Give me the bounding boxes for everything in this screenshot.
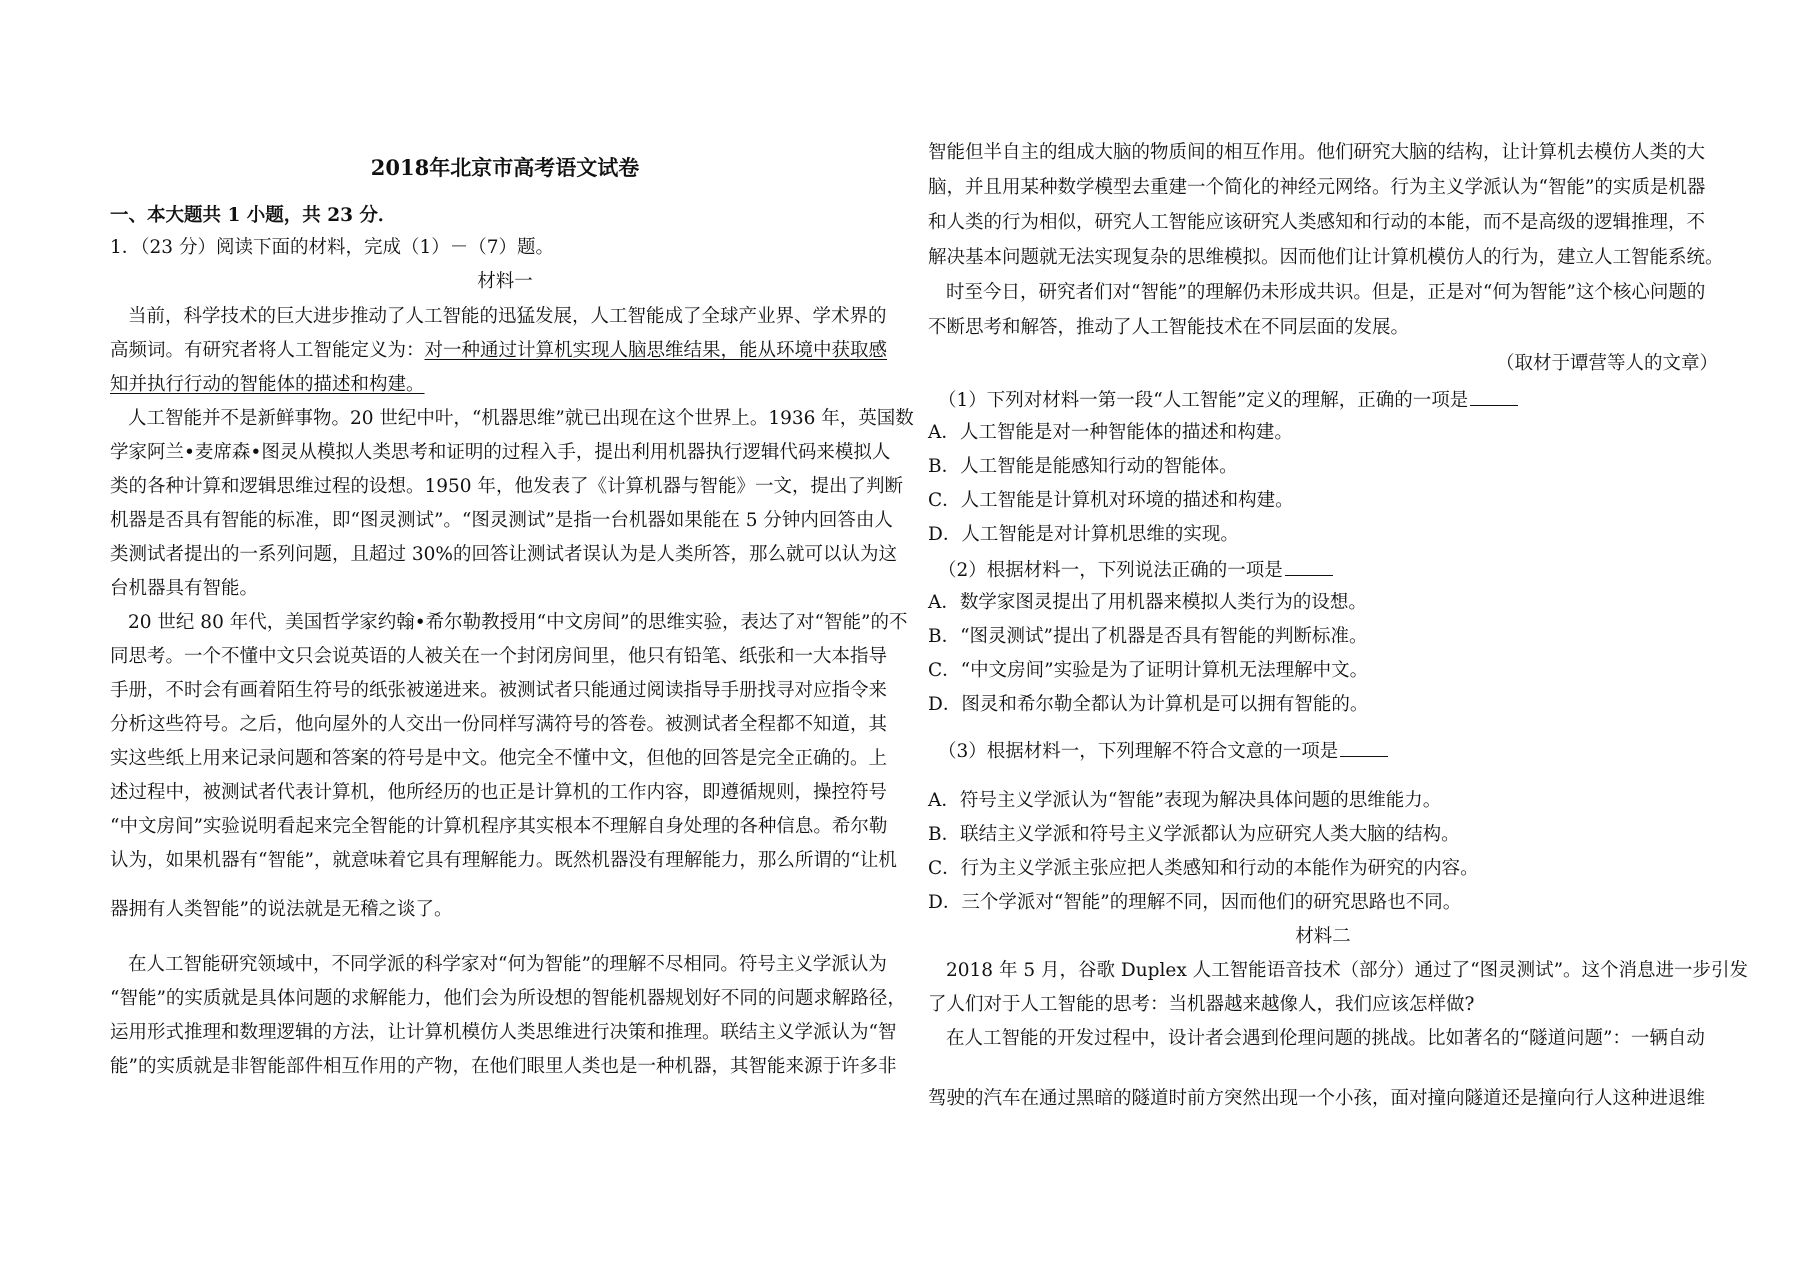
question-intro: 1．（23 分）阅读下面的材料，完成（1）－（7）题。 — [110, 237, 554, 258]
m1-line: 认为，如果机器有“智能”，就意味着它具有理解能力。既然机器没有理解能力，那么所谓的“让机 — [110, 850, 897, 871]
q1-stem: （1）下列对材料一第一段“人工智能”定义的理解，正确的一项是 — [938, 390, 1469, 411]
q3-option-d: D．三个学派对“智能”的理解不同，因而他们的研究思路也不同。 — [928, 892, 1462, 913]
m1-line: 实这些纸上用来记录问题和答案的符号是中文。他完全不懂中文，但他的回答是完全正确的。上 — [110, 748, 888, 769]
m1-line: 类的各种计算和逻辑思维过程的设想。1950 年，他发表了《计算机器与智能》一文，提出了判断 — [110, 476, 903, 497]
q2-option-c: C．“中文房间”实验是为了证明计算机无法理解中文。 — [928, 660, 1369, 681]
m1-line: 当前，科学技术的巨大进步推动了人工智能的迅猛发展，人工智能成了全球产业界、学术界的 — [128, 306, 887, 327]
m2-line: 在人工智能的开发过程中，设计者会遇到伦理问题的挑战。比如著名的“隧道问题”：一辆自动 — [946, 1028, 1705, 1049]
q3-option-b: B．联结主义学派和符号主义学派都认为应研究人类大脑的结构。 — [928, 824, 1460, 845]
source-note: （取材于谭营等人的文章） — [1495, 353, 1718, 374]
m1-line: 高频词。有研究者将人工智能定义为： — [110, 340, 425, 361]
m1-line: 在人工智能研究领域中，不同学派的科学家对“何为智能”的理解不尽相同。符号主义学派认为 — [128, 954, 887, 975]
m1-line: 机器是否具有智能的标准，即“图灵测试”。“图灵测试”是指一台机器如果能在 5 分钟内回答由人 — [110, 510, 893, 531]
q2-option-b: B．“图灵测试”提出了机器是否具有智能的判断标准。 — [928, 626, 1368, 647]
section-heading: 一、本大题共 1 小题，共 23 分． — [110, 205, 397, 226]
q3-option-c: C．行为主义学派主张应把人类感知和行动的本能作为研究的内容。 — [928, 858, 1479, 879]
q2-option-d: D．图灵和希尔勒全都认为计算机是可以拥有智能的。 — [928, 694, 1369, 715]
q1-option-a: A．人工智能是对一种智能体的描述和构建。 — [928, 422, 1293, 443]
q3-option-a: A．符号主义学派认为“智能”表现为解决具体问题的思维能力。 — [928, 790, 1442, 811]
m2-line: 2018 年 5 月，谷歌 Duplex 人工智能语音技术（部分）通过了“图灵测试”。这个消息进一步引发 — [946, 960, 1749, 981]
material-one-label: 材料一 — [477, 271, 533, 292]
q1-answer-blank[interactable] — [1470, 387, 1518, 406]
q1-option-d: D．人工智能是对计算机思维的实现。 — [928, 524, 1239, 545]
material-two-label: 材料二 — [1295, 926, 1351, 947]
m1-line: 类测试者提出的一系列问题，且超过 30%的回答让测试者误认为是人类所答，那么就可以认为这 — [110, 544, 898, 565]
q3-answer-blank[interactable] — [1340, 738, 1388, 757]
q2-option-a: A．数学家图灵提出了用机器来模拟人类行为的设想。 — [928, 592, 1367, 613]
q3-stem-line — [938, 738, 1388, 764]
definition-underlined: 知并执行行动的智能体的描述和构建。 — [110, 374, 425, 395]
q2-stem: （2）根据材料一，下列说法正确的一项是 — [938, 560, 1283, 581]
exam-title: 2018年北京市高考语文试卷 — [370, 155, 640, 180]
m1-line: 20 世纪 80 年代，美国哲学家约翰•希尔勒教授用“中文房间”的思维实验，表达了对“智能”的不 — [128, 612, 908, 633]
m1-line: 人工智能并不是新鲜事物。20 世纪中叶，“机器思维”就已出现在这个世界上。1936 年，英国数 — [128, 408, 914, 429]
m1-line: 能”的实质就是非智能部件相互作用的产物，在他们眼里人类也是一种机器，其智能来源于许多非 — [110, 1056, 897, 1077]
m1-continued-line: 脑，并且用某种数学模型去重建一个简化的神经元网络。行为主义学派认为“智能”的实质是机器 — [928, 177, 1706, 198]
definition-underlined: 对一种通过计算机实现人脑思维结果，能从环境中获取感 — [424, 340, 888, 361]
m1-line: “智能”的实质就是具体问题的求解能力，他们会为所设想的智能机器规划好不同的问题求解路径， — [110, 988, 906, 1009]
m1-line: 手册，不时会有画着陌生符号的纸张被递进来。被测试者只能通过阅读指导手册找寻对应指令来 — [110, 680, 888, 701]
q2-stem-line — [938, 557, 1333, 583]
m1-line: 运用形式推理和数理逻辑的方法，让计算机模仿人类思维进行决策和推理。联结主义学派认为“智 — [110, 1022, 897, 1043]
q2-answer-blank[interactable] — [1285, 557, 1333, 576]
q3-stem: （3）根据材料一，下列理解不符合文意的一项是 — [938, 741, 1339, 762]
m1-line: 台机器具有智能。 — [110, 578, 259, 599]
m1-continued-line: 智能但半自主的组成大脑的物质间的相互作用。他们研究大脑的结构，让计算机去模仿人类的大 — [928, 142, 1706, 163]
q1-option-b: B．人工智能是能感知行动的智能体。 — [928, 456, 1238, 477]
m1-continued-line: 时至今日，研究者们对“智能”的理解仍未形成共识。但是，正是对“何为智能”这个核心问题的 — [946, 282, 1706, 303]
m2-line: 驾驶的汽车在通过黑暗的隧道时前方突然出现一个小孩，面对撞向隧道还是撞向行人这种进退维 — [928, 1088, 1706, 1109]
m1-definition-line — [110, 339, 887, 363]
m1-line: 述过程中，被测试者代表计算机，他所经历的也正是计算机的工作内容，即遵循规则，操控符号 — [110, 782, 888, 803]
m1-line: 学家阿兰•麦席森•图灵从模拟人类思考和证明的过程入手，提出利用机器执行逻辑代码来模拟人 — [110, 442, 891, 463]
m1-line: 器拥有人类智能”的说法就是无稽之谈了。 — [110, 899, 453, 920]
m1-continued-line: 不断思考和解答，推动了人工智能技术在不同层面的发展。 — [928, 317, 1410, 338]
m1-line: 同思考。一个不懂中文只会说英语的人被关在一个封闭房间里，他只有铅笔、纸张和一大本指导 — [110, 646, 888, 667]
m1-continued-line: 解决基本问题就无法实现复杂的思维模拟。因而他们让计算机模仿人的行为，建立人工智能系统。 — [928, 247, 1724, 268]
m2-line: 了人们对于人工智能的思考：当机器越来越像人，我们应该怎样做? — [928, 994, 1475, 1015]
q1-stem-line — [938, 387, 1518, 413]
m1-line: 分析这些符号。之后，他向屋外的人交出一份同样写满符号的答卷。被测试者全程都不知道，其 — [110, 714, 888, 735]
q1-option-c: C．人工智能是计算机对环境的描述和构建。 — [928, 490, 1294, 511]
m1-continued-line: 和人类的行为相似，研究人工智能应该研究人类感知和行动的本能，而不是高级的逻辑推理，不 — [928, 212, 1706, 233]
m1-line: “中文房间”实验说明看起来完全智能的计算机程序其实根本不理解自身处理的各种信息。希尔勒 — [110, 816, 888, 837]
